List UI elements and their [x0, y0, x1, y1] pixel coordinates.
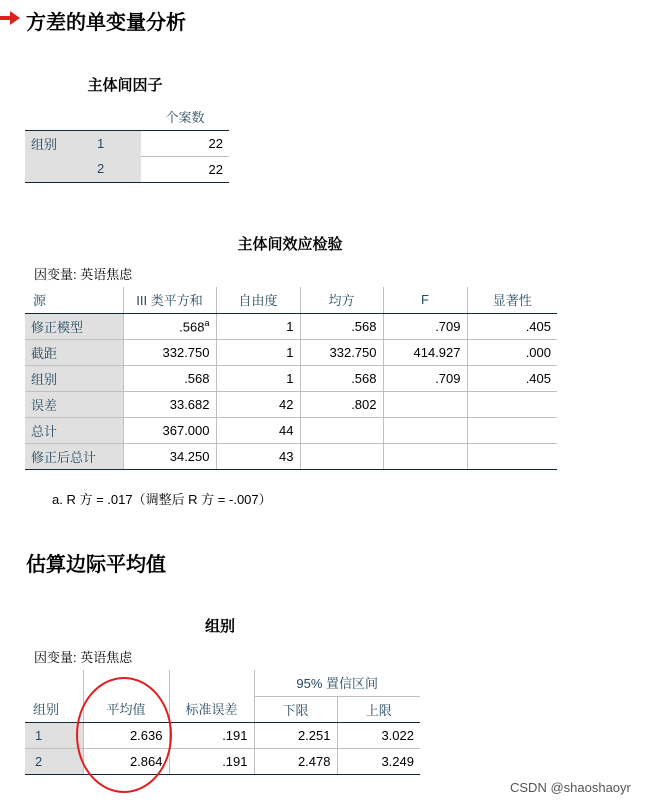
cell-ms [300, 417, 383, 443]
cell-ms: .802 [300, 391, 383, 417]
cell-ss: 332.750 [123, 339, 216, 365]
col-header-n: 个案数 [141, 104, 229, 130]
effects-test-table [25, 287, 557, 470]
col-header-group: 组别 [25, 696, 83, 722]
dependent-variable-label: 因变量: 英语焦虑 [34, 650, 133, 665]
table-row [25, 417, 557, 443]
row-group: 2 [25, 748, 83, 774]
cell-df: 42 [216, 391, 300, 417]
cell-sig: .405 [467, 313, 557, 339]
cell-ss: 33.682 [123, 391, 216, 417]
table-row [25, 443, 557, 469]
cell-upper: 3.249 [337, 748, 420, 774]
cell-ss: 34.250 [123, 443, 216, 469]
cell-f: 414.927 [383, 339, 467, 365]
row-source: 组别 [25, 365, 123, 391]
table-row [25, 391, 557, 417]
cell-ms: 332.750 [300, 339, 383, 365]
cell-df: 1 [216, 339, 300, 365]
cell-f [383, 391, 467, 417]
cell-ss: .568 [123, 365, 216, 391]
cell-sig: .000 [467, 339, 557, 365]
arrow-right-icon [0, 11, 20, 25]
between-subjects-title: 主体间因子 [87, 77, 163, 94]
cell-ss: .568$^a$ [123, 313, 216, 339]
level-label: 2 [83, 156, 141, 182]
cell-sig [467, 391, 557, 417]
watermark: CSDN @shaoshaoyr [510, 780, 631, 795]
cell-ms [300, 443, 383, 469]
table-footnote: a. R 方 = .017（调整后 R 方 = -.007） [52, 492, 272, 507]
marginal-means-title: 组别 [204, 618, 235, 635]
cell-se: .191 [169, 722, 254, 748]
cell-mean: 2.864 [83, 748, 169, 774]
col-header-mean: 平均值 [83, 696, 169, 722]
cell-sig: .405 [467, 365, 557, 391]
table-row [25, 365, 557, 391]
col-header-ms: 均方 [300, 287, 383, 313]
effects-test-title: 主体间效应检验 [237, 236, 343, 253]
case-count: 22 [141, 130, 229, 156]
col-header-lower: 下限 [254, 696, 337, 722]
cell-df: 1 [216, 365, 300, 391]
cell-upper: 3.022 [337, 722, 420, 748]
cell-ms: .568 [300, 313, 383, 339]
row-source: 修正模型 [25, 313, 123, 339]
table-row [25, 313, 557, 339]
section-heading: 方差的单变量分析 [26, 10, 186, 34]
cell-df: 43 [216, 443, 300, 469]
cell-lower: 2.478 [254, 748, 337, 774]
col-header-f: F [383, 287, 467, 313]
row-source: 误差 [25, 391, 123, 417]
col-header-ss: III 类平方和 [123, 287, 216, 313]
row-source: 总计 [25, 417, 123, 443]
cell-df: 1 [216, 313, 300, 339]
col-header-df: 自由度 [216, 287, 300, 313]
cell-ms: .568 [300, 365, 383, 391]
cell-se: .191 [169, 748, 254, 774]
marginal-means-heading: 估算边际平均值 [26, 552, 166, 576]
table-row [25, 339, 557, 365]
cell-f [383, 443, 467, 469]
cell-mean: 2.636 [83, 722, 169, 748]
cell-f [383, 417, 467, 443]
between-subjects-table [25, 104, 229, 183]
ci-header: 95% 置信区间 [254, 670, 420, 696]
row-group: 1 [25, 722, 83, 748]
row-source: 截距 [25, 339, 123, 365]
row-source: 修正后总计 [25, 443, 123, 469]
case-count: 22 [141, 156, 229, 182]
level-label: 1 [83, 130, 141, 156]
cell-sig [467, 417, 557, 443]
col-header-source: 源 [25, 287, 123, 313]
col-header-se: 标准误差 [169, 696, 254, 722]
col-header-sig: 显著性 [467, 287, 557, 313]
dependent-variable-label: 因变量: 英语焦虑 [34, 267, 133, 282]
highlight-circle [76, 677, 172, 793]
row-label-group: 组别 [25, 130, 83, 156]
cell-df: 44 [216, 417, 300, 443]
cell-sig [467, 443, 557, 469]
col-header-upper: 上限 [337, 696, 420, 722]
cell-lower: 2.251 [254, 722, 337, 748]
cell-f: .709 [383, 313, 467, 339]
footnote-marker: a [204, 317, 210, 328]
cell-f: .709 [383, 365, 467, 391]
cell-ss: 367.000 [123, 417, 216, 443]
